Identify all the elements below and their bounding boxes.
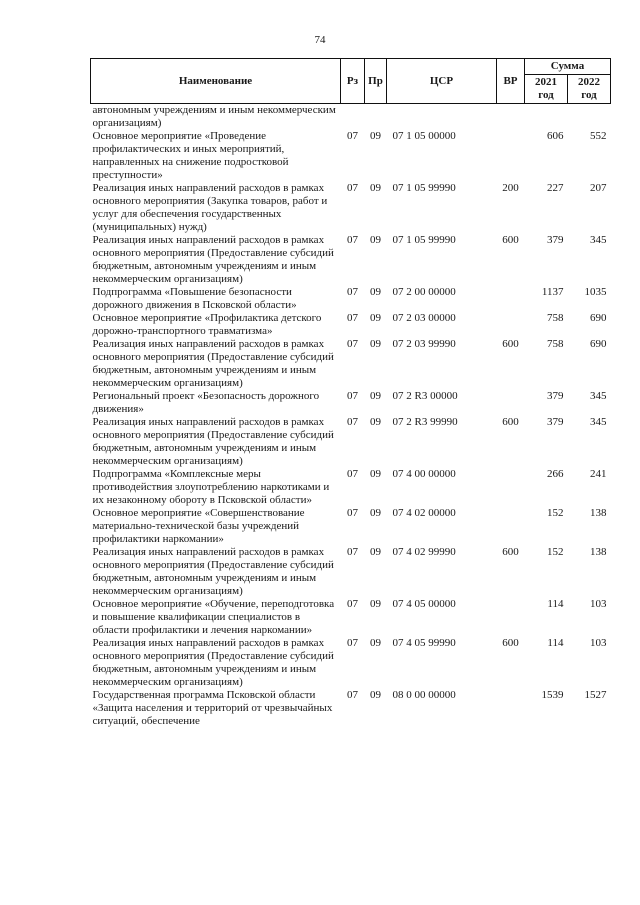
cell-sum-2021: 606 [547,130,564,142]
cell-sum-2021: 266 [547,468,564,480]
cell-sum-2022: 103 [590,637,607,649]
cell-csr: 07 4 05 00000 [392,598,456,610]
cell-pr: 09 [370,598,381,610]
table-row [91,390,611,416]
cell-rz [341,104,365,131]
cell-sum-2021: 758 [547,338,564,350]
cell-sum-2022: 138 [590,507,607,519]
cell-name: Подпрограмма «Повышение безопасности дорожного движения в Псковской области» [92,286,297,311]
cell-rz: 07 [347,286,358,298]
cell-rz: 07 [347,390,358,402]
cell-vr: 600 [502,546,519,558]
cell-csr: 07 4 05 99990 [392,637,456,649]
table-row [91,182,611,234]
cell-name: Основное мероприятие «Проведение профилактических и иных мероприятий, направленных на снижение подростковой преступности» [92,130,289,181]
cell-csr: 07 1 05 99990 [392,182,456,194]
table-row [91,104,611,131]
cell-rz: 07 [347,312,358,324]
cell-sum-2021: 379 [547,416,564,428]
cell-name: Реализация иных направлений расходов в рамках основного мероприятия (Предоставление субсидий бюджетным, автономным учреждениям и иным некоммерческим организациям) [92,637,334,688]
cell-pr: 09 [370,390,381,402]
cell-rz: 07 [347,338,358,350]
cell-rz: 07 [347,234,358,246]
cell-csr: 07 1 05 00000 [392,130,456,142]
cell-pr [365,104,387,131]
cell-sum-2021: 114 [547,637,564,649]
table-row [91,130,611,182]
cell-sum-2022: 345 [590,234,607,246]
table-row [91,598,611,637]
cell-rz: 07 [347,546,358,558]
cell-sum-2021: 152 [547,507,564,519]
cell-vr: 600 [502,637,519,649]
cell-sum-2021: 379 [547,390,564,402]
cell-sum-2022: 241 [590,468,607,480]
cell-rz: 07 [347,637,358,649]
cell-vr [497,312,525,338]
cell-name: Основное мероприятие «Профилактика детского дорожно-транспортного травматизма» [92,312,322,337]
table-header [91,59,611,104]
cell-vr [497,104,525,131]
cell-sum-2022 [568,104,611,131]
cell-name: Подпрограмма «Комплексные меры противодействия злоупотреблению наркотиками и их незаконному обороту в Псковской области» [92,468,330,506]
cell-vr: 200 [502,182,519,194]
cell-name: Реализация иных направлений расходов в рамках основного мероприятия (Предоставление субсидий бюджетным, автономным учреждениям и иным некоммерческим организациям) [92,546,334,597]
cell-vr [497,507,525,546]
table-row [91,338,611,390]
cell-rz: 07 [347,182,358,194]
cell-name: Основное мероприятие «Совершенствование материально-технической базы учреждений профилактики наркомании» [92,507,305,545]
cell-csr [387,104,497,131]
cell-sum-2021: 758 [547,312,564,324]
budget-table [90,58,611,728]
table-row [91,468,611,507]
table-row [91,286,611,312]
header-2022: 2022 год [568,75,611,104]
cell-pr: 09 [370,689,381,701]
cell-name: Государственная программа Псковской области «Защита населения и территорий от чрезвычайных ситуаций, обеспечение [92,689,333,727]
cell-name: Реализация иных направлений расходов в рамках основного мероприятия (Предоставление субсидий бюджетным, автономным учреждениям и иным некоммерческим организациям) [92,416,334,467]
header-rz: Рз [341,59,365,104]
header-csr: ЦСР [387,59,497,104]
table-row [91,689,611,728]
cell-pr: 09 [370,468,381,480]
cell-vr [497,598,525,637]
cell-sum-2022: 1035 [584,286,607,298]
cell-csr: 07 2 R3 99990 [392,416,458,428]
cell-vr [497,390,525,416]
cell-sum-2022: 345 [590,390,607,402]
cell-csr: 08 0 00 00000 [392,689,456,701]
cell-pr: 09 [370,637,381,649]
cell-sum-2022: 1527 [584,689,607,701]
cell-csr: 07 4 02 99990 [392,546,456,558]
cell-pr: 09 [370,286,381,298]
header-sum: Сумма [525,59,611,75]
cell-csr: 07 1 05 99990 [392,234,456,246]
cell-pr: 09 [370,416,381,428]
cell-vr: 600 [502,416,519,428]
header-vr: ВР [497,59,525,104]
cell-sum-2021: 227 [547,182,564,194]
cell-sum-2022: 690 [590,312,607,324]
cell-sum-2021: 1137 [541,286,564,298]
page-number: 74 [314,34,326,46]
cell-vr: 600 [502,234,519,246]
cell-rz: 07 [347,598,358,610]
cell-name: Реализация иных направлений расходов в рамках основного мероприятия (Предоставление субсидий бюджетным, автономным учреждениям и иным некоммерческим организациям) [92,338,334,389]
cell-csr: 07 2 00 00000 [392,286,456,298]
cell-vr [497,468,525,507]
table-row [91,546,611,598]
cell-csr: 07 2 03 99990 [392,338,456,350]
cell-name: Основное мероприятие «Обучение, переподготовка и повышение квалификации специалистов в области профилактики и лечения наркомании» [92,598,335,636]
cell-sum-2022: 690 [590,338,607,350]
cell-sum-2021: 1539 [541,689,564,701]
cell-vr: 600 [502,338,519,350]
cell-rz: 07 [347,130,358,142]
cell-sum-2022: 207 [590,182,607,194]
cell-pr: 09 [370,312,381,324]
header-2021: 2021 год [525,75,568,104]
cell-csr: 07 2 R3 00000 [392,390,458,402]
cell-pr: 09 [370,182,381,194]
cell-pr: 09 [370,546,381,558]
table-row [91,234,611,286]
cell-pr: 09 [370,234,381,246]
cell-rz: 07 [347,468,358,480]
table-row [91,507,611,546]
cell-csr: 07 2 03 00000 [392,312,456,324]
cell-sum-2021 [525,104,568,131]
table-row [91,637,611,689]
header-pr: Пр [365,59,387,104]
table-row [91,312,611,338]
cell-pr: 09 [370,507,381,519]
cell-csr: 07 4 02 00000 [392,507,456,519]
cell-rz: 07 [347,689,358,701]
cell-rz: 07 [347,416,358,428]
cell-vr [497,130,525,182]
cell-sum-2022: 103 [590,598,607,610]
cell-vr [497,286,525,312]
cell-rz: 07 [347,507,358,519]
header-name: Наименование [91,59,341,104]
cell-pr: 09 [370,338,381,350]
cell-pr: 09 [370,130,381,142]
cell-name: Реализация иных направлений расходов в рамках основного мероприятия (Предоставление субсидий бюджетным, автономным учреждениям и иным некоммерческим организациям) [92,234,334,285]
cell-sum-2022: 345 [590,416,607,428]
cell-sum-2021: 152 [547,546,564,558]
cell-vr [497,689,525,728]
cell-csr: 07 4 00 00000 [392,468,456,480]
table-row [91,416,611,468]
table-body [91,104,611,729]
cell-sum-2022: 552 [590,130,607,142]
cell-sum-2021: 379 [547,234,564,246]
cell-sum-2022: 138 [590,546,607,558]
cell-name: Реализация иных направлений расходов в рамках основного мероприятия (Закупка товаров, работ и услуг для обеспечения государственных (муниципальных) нужд) [92,182,328,233]
cell-sum-2021: 114 [547,598,564,610]
cell-name: автономным учреждениям и иным некоммерческим организациям) [92,104,336,129]
cell-name: Региональный проект «Безопасность дорожного движения» [92,390,320,415]
